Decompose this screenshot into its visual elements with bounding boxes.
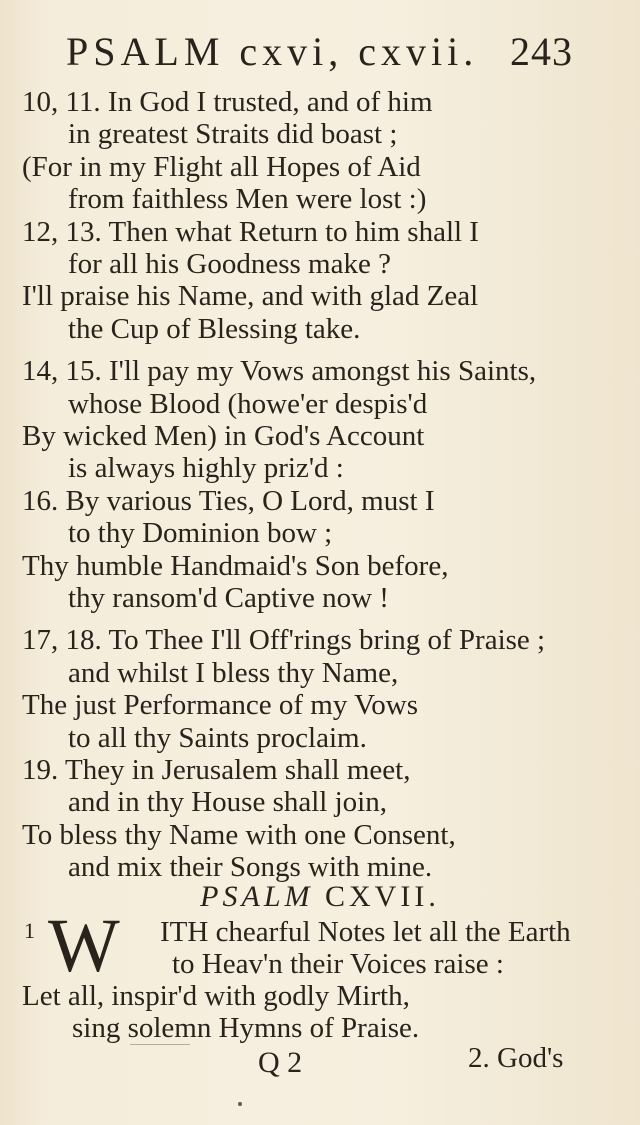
verse-line: To bless thy Name with one Consent, (22, 818, 456, 851)
verse-line: 14, 15. I'll pay my Vows amongst his Saints, (22, 355, 537, 388)
verse-line: Thy humble Handmaid's Son before, (22, 549, 449, 582)
verse-number: 1 (24, 918, 35, 943)
verse-line: By wicked Men) in God's Account (22, 420, 425, 452)
verse-line: 17, 18. To Thee I'll Off'rings bring of Praise ; (22, 624, 546, 657)
psalm-cxvii-line-2: to Heav'n their Voices raise : (172, 948, 504, 980)
verse-line: 16. By various Ties, O Lord, must I (22, 484, 435, 517)
verse-line: The just Performance of my Vows (22, 689, 419, 722)
ink-speck (238, 1102, 242, 1106)
verse-line: 12, 13. Then what Return to him shall I (22, 215, 479, 248)
verse-line: I'll praise his Name, and with glad Zeal (22, 280, 479, 313)
page-header (0, 26, 640, 76)
verse-line: 10, 11. In God I trusted, and of him (22, 86, 433, 118)
verse-line: 19. They in Jerusalem shall meet, (22, 754, 411, 786)
verse-line: (For in my Flight all Hopes of Aid (22, 150, 421, 183)
verse-line: to all thy Saints proclaim. (68, 721, 367, 754)
verse-line: is always highly priz'd : (68, 452, 344, 485)
drop-cap: W (48, 904, 120, 988)
verse-line: whose Blood (howe'er despis'd (68, 387, 428, 420)
psalm-cxvii-line-4: sing solemn Hymns of Praise. (72, 1012, 420, 1044)
running-title: PSALM cxvi, cxvii. (66, 29, 479, 74)
signature-mark: Q 2 (258, 1046, 303, 1079)
catchword: 2. God's (468, 1042, 564, 1074)
verse-line: thy ransom'd Captive now ! (68, 582, 389, 614)
psalm-cxvii-line-1: ITH chearful Notes let all the Earth (160, 916, 571, 948)
verse-line: in greatest Straits did boast ; (68, 118, 398, 151)
verse-line: for all his Goodness make ? (68, 248, 391, 280)
page-number: 243 (510, 29, 573, 74)
psalm-heading-number: CXVII. (325, 880, 440, 913)
verse-line: to thy Dominion bow ; (68, 517, 333, 550)
verse-line: and mix their Songs with mine. (68, 851, 433, 884)
verse-line: and whilst I bless thy Name, (68, 656, 399, 689)
verse-line: the Cup of Blessing take. (68, 312, 361, 345)
verse-line: from faithless Men were lost :) (68, 183, 427, 216)
psalm-heading-word: PSALM (200, 880, 314, 913)
verse-line: and in thy House shall join, (68, 786, 387, 819)
footer-rule (130, 1044, 190, 1045)
psalm-cxvii-line-3: Let all, inspir'd with godly Mirth, (22, 980, 410, 1012)
